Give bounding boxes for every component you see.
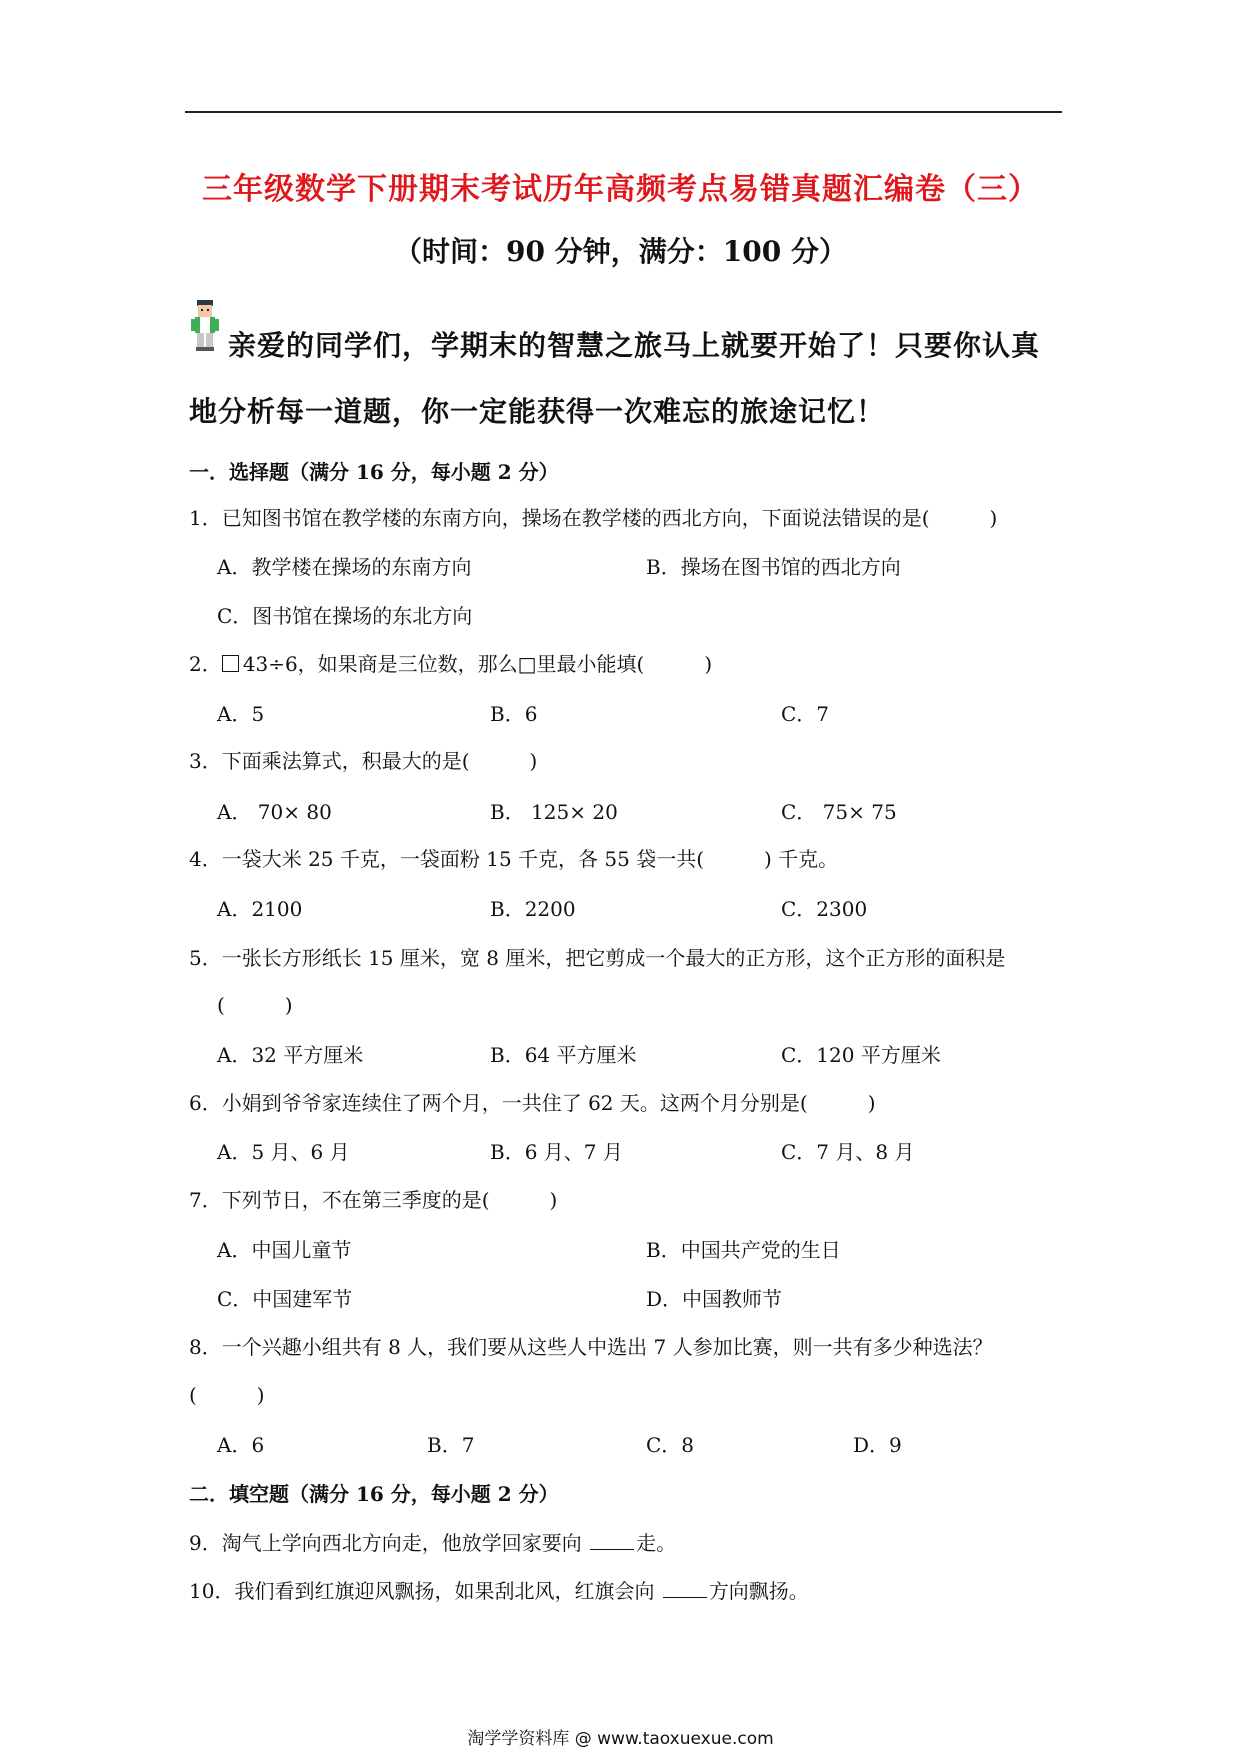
blank-box-icon bbox=[222, 655, 239, 672]
question-6: 6．小娟到爷爷家连续住了两个月，一共住了 62 天。这两个月分别是( ) bbox=[189, 1091, 876, 1115]
q10-text-before: 10．我们看到红旗迎风飘扬，如果刮北风，红旗会向 bbox=[189, 1579, 661, 1603]
q3-option-b: B． 125× 20 bbox=[490, 800, 618, 824]
q4-option-a: A．2100 bbox=[217, 897, 303, 921]
q2-option-b: B．6 bbox=[490, 702, 538, 726]
q8-option-c: C．8 bbox=[646, 1433, 695, 1457]
page-subtitle: （时间：90 分钟，满分：100 分） bbox=[394, 235, 847, 268]
question-5-continued: ( ) bbox=[217, 993, 293, 1017]
question-5: 5．一张长方形纸长 15 厘米，宽 8 厘米，把它剪成一个最大的正方形，这个正方形的面积是 bbox=[189, 946, 1006, 970]
intro-line-1: 亲爱的同学们，学期末的智慧之旅马上就要开始了！只要你认真 bbox=[228, 329, 1041, 362]
question-3: 3．下面乘法算式，积最大的是( ) bbox=[189, 749, 538, 773]
q7-option-b: B．中国共产党的生日 bbox=[646, 1238, 841, 1262]
q3-option-c: C． 75× 75 bbox=[781, 800, 897, 824]
header-rule bbox=[185, 111, 1062, 113]
question-10 bbox=[189, 1575, 809, 1604]
q8-option-d: D．9 bbox=[853, 1433, 902, 1457]
section-heading-fill: 二．填空题（满分 16 分，每小题 2 分） bbox=[189, 1482, 559, 1506]
q7-option-a: A．中国儿童节 bbox=[217, 1238, 352, 1262]
q8-option-b: B．7 bbox=[427, 1433, 475, 1457]
q9-text-before: 9．淘气上学向西北方向走，他放学回家要向 bbox=[189, 1531, 589, 1555]
q9-text-after: 走。 bbox=[636, 1531, 677, 1555]
q7-option-c: C．中国建军节 bbox=[217, 1287, 353, 1311]
student-mascot-icon bbox=[188, 298, 222, 354]
question-1: 1．已知图书馆在教学楼的东南方向，操场在教学楼的西北方向，下面说法错误的是( ) bbox=[189, 506, 998, 530]
q6-option-c: C．7 月、8 月 bbox=[781, 1140, 915, 1164]
q4-option-c: C．2300 bbox=[781, 897, 868, 921]
answer-blank[interactable] bbox=[590, 1548, 634, 1550]
q10-text-after: 方向飘扬。 bbox=[708, 1579, 809, 1603]
q3-option-a: A． 70× 80 bbox=[217, 800, 332, 824]
q2-option-c: C．7 bbox=[781, 702, 830, 726]
q7-option-d: D．中国教师节 bbox=[646, 1287, 783, 1311]
question-8-continued: ( ) bbox=[189, 1383, 265, 1407]
q6-option-a: A．5 月、6 月 bbox=[217, 1140, 350, 1164]
footer-watermark: 淘学学资料库 @ www.taoxuexue.com bbox=[467, 1729, 774, 1749]
q5-option-c: C．120 平方厘米 bbox=[781, 1043, 941, 1067]
q1-option-c: C．图书馆在操场的东北方向 bbox=[217, 604, 473, 628]
q8-option-a: A．6 bbox=[217, 1433, 265, 1457]
question-7: 7．下列节日，不在第三季度的是( ) bbox=[189, 1188, 558, 1212]
question-9 bbox=[189, 1527, 676, 1556]
question-8: 8．一个兴趣小组共有 8 人，我们要从这些人中选出 7 人参加比赛，则一共有多少种选法？ bbox=[189, 1335, 993, 1359]
q5-option-a: A．32 平方厘米 bbox=[217, 1043, 364, 1067]
intro-line-2: 地分析每一道题，你一定能获得一次难忘的旅途记忆！ bbox=[189, 395, 886, 428]
q1-option-b: B．操场在图书馆的西北方向 bbox=[646, 555, 901, 579]
q6-option-b: B．6 月、7 月 bbox=[490, 1140, 623, 1164]
q4-option-b: B．2200 bbox=[490, 897, 576, 921]
q2-option-a: A．5 bbox=[217, 702, 265, 726]
question-2 bbox=[189, 648, 712, 677]
question-4: 4．一袋大米 25 千克，一袋面粉 15 千克，各 55 袋一共( ) 千克。 bbox=[189, 847, 839, 871]
q2-number: 2． bbox=[189, 652, 222, 676]
section-heading-choice: 一．选择题（满分 16 分，每小题 2 分） bbox=[189, 460, 559, 484]
q1-option-a: A．教学楼在操场的东南方向 bbox=[217, 555, 472, 579]
q5-option-b: B．64 平方厘米 bbox=[490, 1043, 637, 1067]
q2-stem: 43÷6，如果商是三位数，那么□里最小能填( ) bbox=[242, 652, 713, 676]
page-title: 三年级数学下册期末考试历年高频考点易错真题汇编卷（三） bbox=[202, 172, 1039, 207]
answer-blank[interactable] bbox=[663, 1596, 707, 1598]
